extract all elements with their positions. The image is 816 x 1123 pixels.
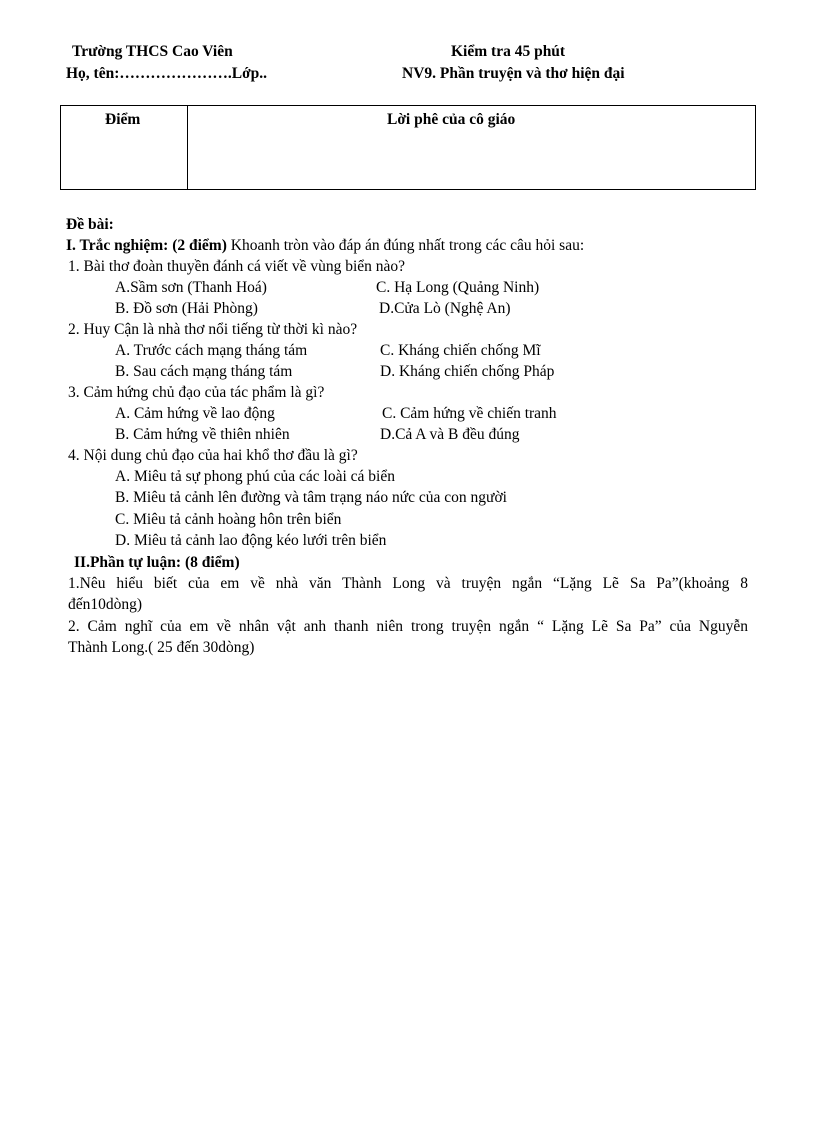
q3-option-c: C. Cảm hứng về chiến tranh	[382, 405, 557, 422]
part2-title: II.Phần tự luận: (8 điểm)	[74, 554, 240, 571]
exam-heading: Đề bài:	[66, 216, 114, 233]
score-label: Điểm	[105, 111, 141, 128]
q3-option-a: A. Cảm hứng về lao động	[115, 405, 275, 422]
question-4: 4. Nội dung chủ đạo của hai khổ thơ đầu là gì?	[68, 447, 358, 464]
question-2: 2. Huy Cận là nhà thơ nổi tiếng từ thời kì nào?	[68, 321, 358, 338]
essay-question-2-line-2: Thành Long.( 25 đến 30dòng)	[68, 639, 255, 656]
q2-option-a: A. Trước cách mạng tháng tám	[115, 342, 308, 359]
q4-option-d: D. Miêu tả cảnh lao động kéo lưới trên biển	[115, 532, 387, 549]
q1-option-a: A.Sầm sơn (Thanh Hoá)	[115, 279, 267, 296]
q3-option-b: B. Cảm hứng về thiên nhiên	[115, 426, 290, 443]
q2-option-b: B. Sau cách mạng tháng tám	[115, 363, 293, 380]
exam-title: Kiểm tra 45 phút	[451, 43, 566, 60]
essay-question-1-line-1: 1.Nêu hiểu biết của em về nhà văn Thành Long và truyện ngắn “Lặng Lẽ Sa Pa”(khoảng 8	[68, 575, 748, 592]
q1-option-d: D.Cửa Lò (Nghệ An)	[379, 300, 511, 317]
q4-option-b: B. Miêu tả cảnh lên đường và tâm trạng náo nức của con người	[115, 489, 507, 506]
subject-line: NV9. Phần truyện và thơ hiện đại	[402, 65, 625, 82]
q3-option-d: D.Cả A và B đều đúng	[380, 426, 520, 443]
q2-option-d: D. Kháng chiến chống Pháp	[380, 363, 555, 380]
q4-option-c: C. Miêu tả cảnh hoàng hôn trên biển	[115, 511, 342, 528]
part1-instruction: Khoanh tròn vào đáp án đúng nhất trong các câu hỏi sau:	[226, 237, 585, 254]
q1-option-c: C. Hạ Long (Quảng Ninh)	[376, 279, 540, 296]
essay-question-2-line-1: 2. Cảm nghĩ của em về nhân vật anh thanh niên trong truyện ngắn “ Lặng Lẽ Sa Pa” của Nguyễn	[68, 618, 748, 635]
essay-question-1	[68, 573, 748, 615]
q4-option-a: A. Miêu tả sự phong phú của các loài cá biển	[115, 468, 395, 485]
score-box-divider	[187, 106, 188, 189]
score-comment-box	[60, 105, 756, 190]
question-3: 3. Cảm hứng chủ đạo của tác phẩm là gì?	[68, 384, 325, 401]
q2-option-c: C. Kháng chiến chống Mĩ	[380, 342, 541, 359]
question-1: 1. Bài thơ đoàn thuyền đánh cá viết về vùng biển nào?	[68, 258, 406, 275]
part1-title: I. Trắc nghiệm: (2 điểm)	[66, 237, 227, 254]
school-name: Trường THCS Cao Viên	[72, 43, 233, 60]
q1-option-b: B. Đồ sơn (Hải Phòng)	[115, 300, 258, 317]
part1-line	[66, 238, 584, 254]
essay-question-2	[68, 616, 748, 658]
teacher-comment-label: Lời phê của cô giáo	[387, 111, 516, 128]
essay-question-1-line-2: đến10dòng)	[68, 596, 143, 613]
student-name-line: Họ, tên:………………….Lớp..	[66, 65, 268, 82]
